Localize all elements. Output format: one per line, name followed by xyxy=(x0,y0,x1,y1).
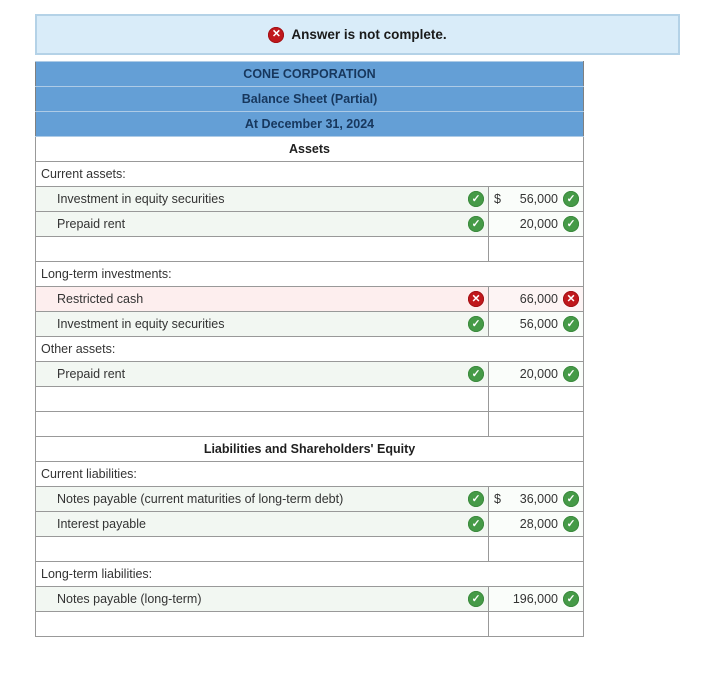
label-status-icon: ✓ xyxy=(468,366,484,382)
account-cell[interactable] xyxy=(36,187,489,212)
account-cell[interactable] xyxy=(36,287,489,312)
table-row xyxy=(36,212,584,237)
table-row xyxy=(36,437,584,462)
empty-account-cell[interactable] xyxy=(36,612,489,637)
label-status-icon: ✓ xyxy=(468,591,484,607)
result-banner xyxy=(35,14,680,55)
empty-account-cell[interactable] xyxy=(36,387,489,412)
table-row xyxy=(36,537,584,562)
empty-account-cell[interactable] xyxy=(36,237,489,262)
currency-symbol: $ xyxy=(494,192,501,206)
account-label: Investment in equity securities xyxy=(57,192,225,206)
amount-status-icon: ✕ xyxy=(563,291,579,307)
table-row xyxy=(36,412,584,437)
amount-value: 56,000 xyxy=(519,192,559,206)
empty-amount-cell[interactable] xyxy=(489,387,584,412)
company-title-row xyxy=(36,62,584,87)
statement-date-row xyxy=(36,112,584,137)
label-status-icon: ✓ xyxy=(468,216,484,232)
amount-value: 56,000 xyxy=(519,317,559,331)
amount-status-icon: ✓ xyxy=(563,366,579,382)
statement-date: At December 31, 2024 xyxy=(36,112,584,137)
account-cell[interactable] xyxy=(36,512,489,537)
table-row xyxy=(36,587,584,612)
statement-title-row xyxy=(36,87,584,112)
account-label: Notes payable (current maturities of long-term debt) xyxy=(57,492,344,506)
section-label: Current assets: xyxy=(36,162,584,187)
account-cell[interactable] xyxy=(36,212,489,237)
section-label: Other assets: xyxy=(36,337,584,362)
account-label: Prepaid rent xyxy=(57,217,126,231)
amount-cell[interactable] xyxy=(489,487,584,512)
amount-status-icon: ✓ xyxy=(563,216,579,232)
amount-value: 36,000 xyxy=(519,492,559,506)
empty-account-cell[interactable] xyxy=(36,537,489,562)
amount-value: 20,000 xyxy=(519,217,559,231)
table-row xyxy=(36,512,584,537)
account-label: Interest payable xyxy=(57,517,146,531)
empty-amount-cell[interactable] xyxy=(489,412,584,437)
account-label: Restricted cash xyxy=(57,292,144,306)
table-row xyxy=(36,237,584,262)
label-status-icon: ✓ xyxy=(468,316,484,332)
label-status-icon: ✓ xyxy=(468,516,484,532)
table-row xyxy=(36,612,584,637)
company-name: CONE CORPORATION xyxy=(36,62,584,87)
amount-value: 28,000 xyxy=(519,517,559,531)
amount-cell[interactable] xyxy=(489,512,584,537)
currency-symbol: $ xyxy=(494,492,501,506)
amount-cell[interactable] xyxy=(489,287,584,312)
section-heading: Assets xyxy=(36,137,584,162)
banner-message: Answer is not complete. xyxy=(291,27,447,42)
table-row xyxy=(36,462,584,487)
table-row xyxy=(36,162,584,187)
table-row xyxy=(36,287,584,312)
amount-cell[interactable] xyxy=(489,312,584,337)
account-label: Notes payable (long-term) xyxy=(57,592,202,606)
account-cell[interactable] xyxy=(36,362,489,387)
empty-amount-cell[interactable] xyxy=(489,537,584,562)
empty-amount-cell[interactable] xyxy=(489,612,584,637)
label-status-icon: ✓ xyxy=(468,191,484,207)
amount-value: 20,000 xyxy=(519,367,559,381)
amount-status-icon: ✓ xyxy=(563,591,579,607)
table-row xyxy=(36,562,584,587)
account-label: Prepaid rent xyxy=(57,367,126,381)
account-label: Investment in equity securities xyxy=(57,317,225,331)
amount-value: 196,000 xyxy=(512,592,559,606)
section-heading: Liabilities and Shareholders' Equity xyxy=(36,437,584,462)
amount-cell[interactable] xyxy=(489,212,584,237)
statement-title: Balance Sheet (Partial) xyxy=(36,87,584,112)
table-row xyxy=(36,487,584,512)
amount-cell[interactable] xyxy=(489,187,584,212)
empty-amount-cell[interactable] xyxy=(489,237,584,262)
amount-status-icon: ✓ xyxy=(563,191,579,207)
amount-status-icon: ✓ xyxy=(563,516,579,532)
table-row xyxy=(36,137,584,162)
amount-status-icon: ✓ xyxy=(563,316,579,332)
amount-cell[interactable] xyxy=(489,587,584,612)
amount-status-icon: ✓ xyxy=(563,491,579,507)
amount-cell[interactable] xyxy=(489,362,584,387)
table-row xyxy=(36,187,584,212)
account-cell[interactable] xyxy=(36,487,489,512)
error-icon: ✕ xyxy=(268,27,284,43)
section-label: Long-term liabilities: xyxy=(36,562,584,587)
label-status-icon: ✓ xyxy=(468,491,484,507)
table-row xyxy=(36,337,584,362)
balance-sheet-table xyxy=(35,61,584,637)
section-label: Current liabilities: xyxy=(36,462,584,487)
amount-value: 66,000 xyxy=(519,292,559,306)
balance-sheet-body xyxy=(36,62,584,637)
table-row xyxy=(36,262,584,287)
account-cell[interactable] xyxy=(36,312,489,337)
table-row xyxy=(36,312,584,337)
table-row xyxy=(36,387,584,412)
table-row xyxy=(36,362,584,387)
section-label: Long-term investments: xyxy=(36,262,584,287)
empty-account-cell[interactable] xyxy=(36,412,489,437)
account-cell[interactable] xyxy=(36,587,489,612)
label-status-icon: ✕ xyxy=(468,291,484,307)
